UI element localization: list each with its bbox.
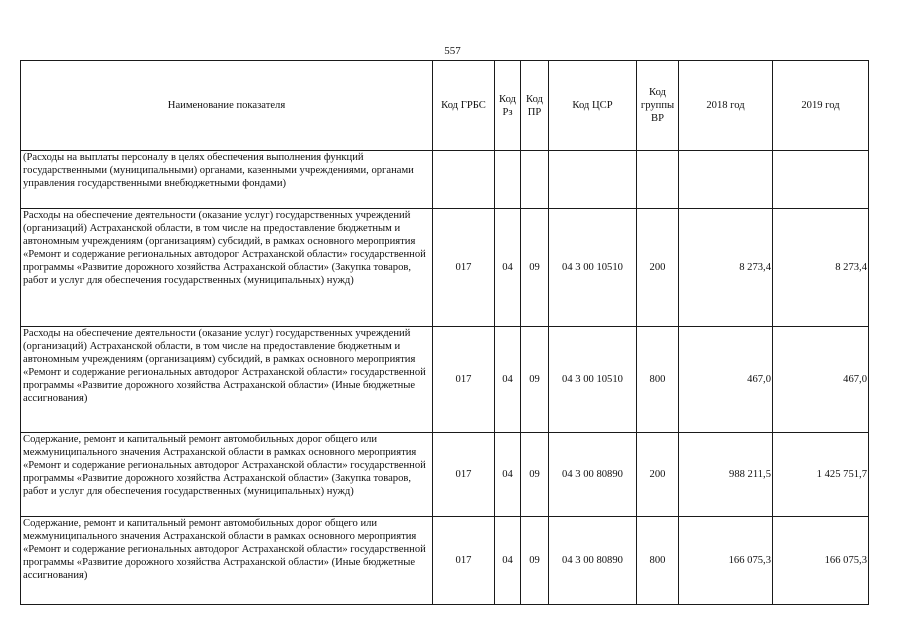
header-csr: Код ЦСР <box>549 61 637 151</box>
row-2018: 8 273,4 <box>679 209 773 327</box>
row-csr: 04 3 00 10510 <box>549 327 637 433</box>
header-pr: Код ПР <box>521 61 549 151</box>
row-csr <box>549 151 637 209</box>
row-vr: 200 <box>637 209 679 327</box>
table-row <box>21 327 869 433</box>
row-rz: 04 <box>495 327 521 433</box>
row-2019: 1 425 751,7 <box>773 433 869 517</box>
header-grbs: Код ГРБС <box>433 61 495 151</box>
row-2018: 467,0 <box>679 327 773 433</box>
row-pr: 09 <box>521 209 549 327</box>
row-csr: 04 3 00 80890 <box>549 517 637 605</box>
header-vr: Код группы ВР <box>637 61 679 151</box>
page-number: 557 <box>444 45 461 57</box>
header-rz: Код Рз <box>495 61 521 151</box>
row-rz: 04 <box>495 209 521 327</box>
row-name: (Расходы на выплаты персоналу в целях обеспечения выполнения функций государственными (муниципальными) органами, казенными учреждениями, органами управления государственными внебюджетными фондами) <box>21 151 433 209</box>
row-csr: 04 3 00 80890 <box>549 433 637 517</box>
row-grbs: 017 <box>433 327 495 433</box>
row-vr: 800 <box>637 327 679 433</box>
row-name: Содержание, ремонт и капитальный ремонт автомобильных дорог общего или межмуниципального значения Астраханской области в рамках основного мероприятия «Ремонт и содержание региональных автодорог Астраханской области» государственной программы «Развитие дорожного хозяйства Астраханской области» (Иные бюджетные ассигнования) <box>21 517 433 605</box>
row-grbs: 017 <box>433 209 495 327</box>
row-rz <box>495 151 521 209</box>
row-vr <box>637 151 679 209</box>
table-row <box>21 209 869 327</box>
row-name: Расходы на обеспечение деятельности (оказание услуг) государственных учреждений (организаций) Астраханской области, в том числе на предоставление бюджетным и автономным учреждениям (организациям) субсидий, в рамках основного мероприятия «Ремонт и содержание региональных автодорог Астраханской области» государственной программы «Развитие дорожного хозяйства Астраханской области» (Иные бюджетные ассигнования) <box>21 327 433 433</box>
row-vr: 200 <box>637 433 679 517</box>
table-row <box>21 151 869 209</box>
row-name: Расходы на обеспечение деятельности (оказание услуг) государственных учреждений (организаций) Астраханской области, в том числе на предоставление бюджетным и автономным учреждениям (организациям) субсидий, в рамках основного мероприятия «Ремонт и содержание региональных автодорог Астраханской области» государственной программы «Развитие дорожного хозяйства Астраханской области» (Закупка товаров, работ и услуг для обеспечения государственных (муниципальных) нужд) <box>21 209 433 327</box>
table-row <box>21 433 869 517</box>
row-pr: 09 <box>521 433 549 517</box>
header-row <box>21 61 869 151</box>
row-2018: 988 211,5 <box>679 433 773 517</box>
row-2018: 166 075,3 <box>679 517 773 605</box>
row-grbs: 017 <box>433 517 495 605</box>
row-rz: 04 <box>495 517 521 605</box>
header-name: Наименование показателя <box>21 61 433 151</box>
row-name: Содержание, ремонт и капитальный ремонт автомобильных дорог общего или межмуниципального значения Астраханской области в рамках основного мероприятия «Ремонт и содержание региональных автодорог Астраханской области» государственной программы «Развитие дорожного хозяйства Астраханской области» (Закупка товаров, работ и услуг для обеспечения государственных (муниципальных) нужд) <box>21 433 433 517</box>
row-grbs <box>433 151 495 209</box>
budget-table <box>20 60 869 605</box>
row-2019: 8 273,4 <box>773 209 869 327</box>
table-row <box>21 517 869 605</box>
row-csr: 04 3 00 10510 <box>549 209 637 327</box>
row-2019 <box>773 151 869 209</box>
header-2019: 2019 год <box>773 61 869 151</box>
row-rz: 04 <box>495 433 521 517</box>
row-2019: 166 075,3 <box>773 517 869 605</box>
row-pr <box>521 151 549 209</box>
row-pr: 09 <box>521 327 549 433</box>
row-vr: 800 <box>637 517 679 605</box>
row-2018 <box>679 151 773 209</box>
header-2018: 2018 год <box>679 61 773 151</box>
row-pr: 09 <box>521 517 549 605</box>
row-grbs: 017 <box>433 433 495 517</box>
row-2019: 467,0 <box>773 327 869 433</box>
